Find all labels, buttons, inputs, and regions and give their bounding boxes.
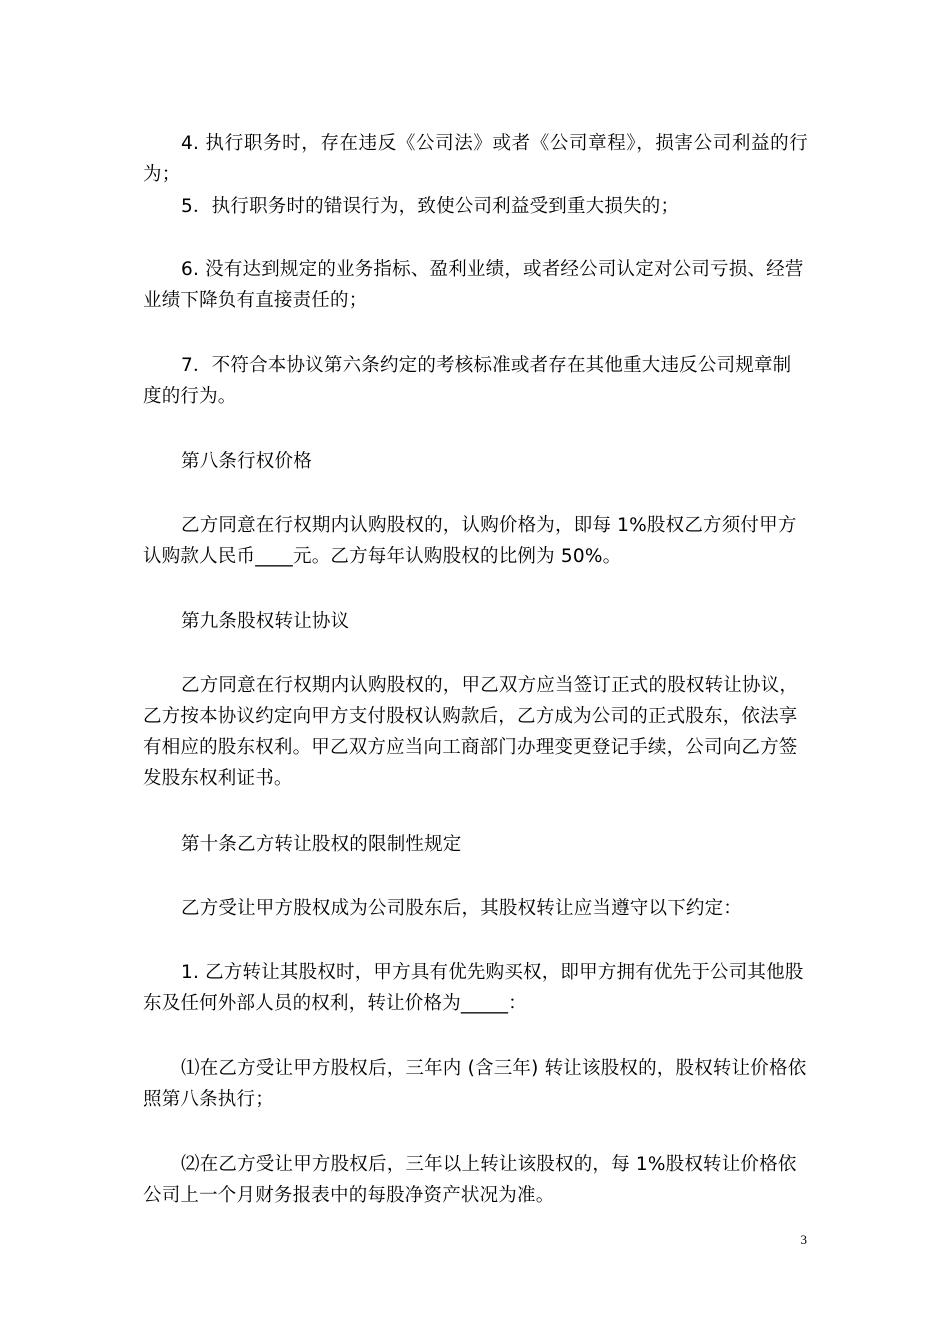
article-10-title <box>143 829 808 860</box>
text-line: 公司上一个月财务报表中的每股净资产状况为准。 <box>143 1185 555 1206</box>
article-10-item-1 <box>143 957 808 1019</box>
text-line: ⑴在乙方受让甲方股权后，三年内 (含三年) 转让该股权的，股权转让价格依 <box>181 1058 807 1079</box>
article-10-sub-1 <box>143 1053 808 1115</box>
article-9-body <box>143 670 808 794</box>
text-line: 1. 乙方转让其股权时，甲方具有优先购买权，即甲方拥有优先于公司其他股 <box>181 962 804 983</box>
text-line: 6. 没有达到规定的业务指标、盈利业绩，或者经公司认定对公司亏损、经营 <box>181 259 804 280</box>
article-8-body <box>143 510 808 572</box>
page-number: 3 <box>800 1232 807 1247</box>
text-line: 7．不符合本协议第六条约定的考核标准或者存在其他重大违反公司规章制 <box>181 355 792 376</box>
paragraph-item-4 <box>143 128 808 190</box>
text-line: 5．执行职务时的错误行为，致使公司利益受到重大损失的； <box>181 196 680 217</box>
article-8-title <box>143 446 808 477</box>
text-line: 业绩下降负有直接责任的； <box>143 290 368 311</box>
paragraph-item-5 <box>143 191 808 222</box>
paragraph-item-6 <box>143 254 808 316</box>
article-9-title <box>143 606 808 637</box>
text-line: 照第八条执行； <box>143 1089 274 1110</box>
article-10-sub-2 <box>143 1149 808 1211</box>
text-line: 乙方同意在行权期内认购股权的，甲乙双方应当签订正式的股权转让协议， <box>181 675 799 696</box>
text-line: 乙方受让甲方股权成为公司股东后，其股权转让应当遵守以下约定： <box>181 898 743 919</box>
text-line: 东及任何外部人员的权利，转让价格为_____： <box>143 993 527 1014</box>
text-line: 乙方同意在行权期内认购股权的，认购价格为，即每 1%股权乙方须付甲方 <box>181 515 797 536</box>
paragraph-item-7 <box>143 350 808 412</box>
text-line: 发股东权利证书。 <box>143 768 293 789</box>
text-line: 乙方按本协议约定向甲方支付股权认购款后，乙方成为公司的正式股东，依法享 <box>143 706 798 727</box>
text-line: 第八条行权价格 <box>181 451 312 472</box>
text-line: 有相应的股东权利。甲乙双方应当向工商部门办理变更登记手续，公司向乙方签 <box>143 737 798 758</box>
text-line: 认购款人民币____元。乙方每年认购股权的比例为 50%。 <box>143 546 622 567</box>
article-10-intro <box>143 893 808 924</box>
text-line: 度的行为。 <box>143 386 237 407</box>
text-line: 4. 执行职务时，存在违反《公司法》或者《公司章程》，损害公司利益的行为； <box>143 133 808 185</box>
text-line: 第十条乙方转让股权的限制性规定 <box>181 834 462 855</box>
text-line: 第九条股权转让协议 <box>181 611 350 632</box>
text-line: ⑵在乙方受让甲方股权后，三年以上转让该股权的，每 1%股权转让价格依 <box>181 1154 797 1175</box>
